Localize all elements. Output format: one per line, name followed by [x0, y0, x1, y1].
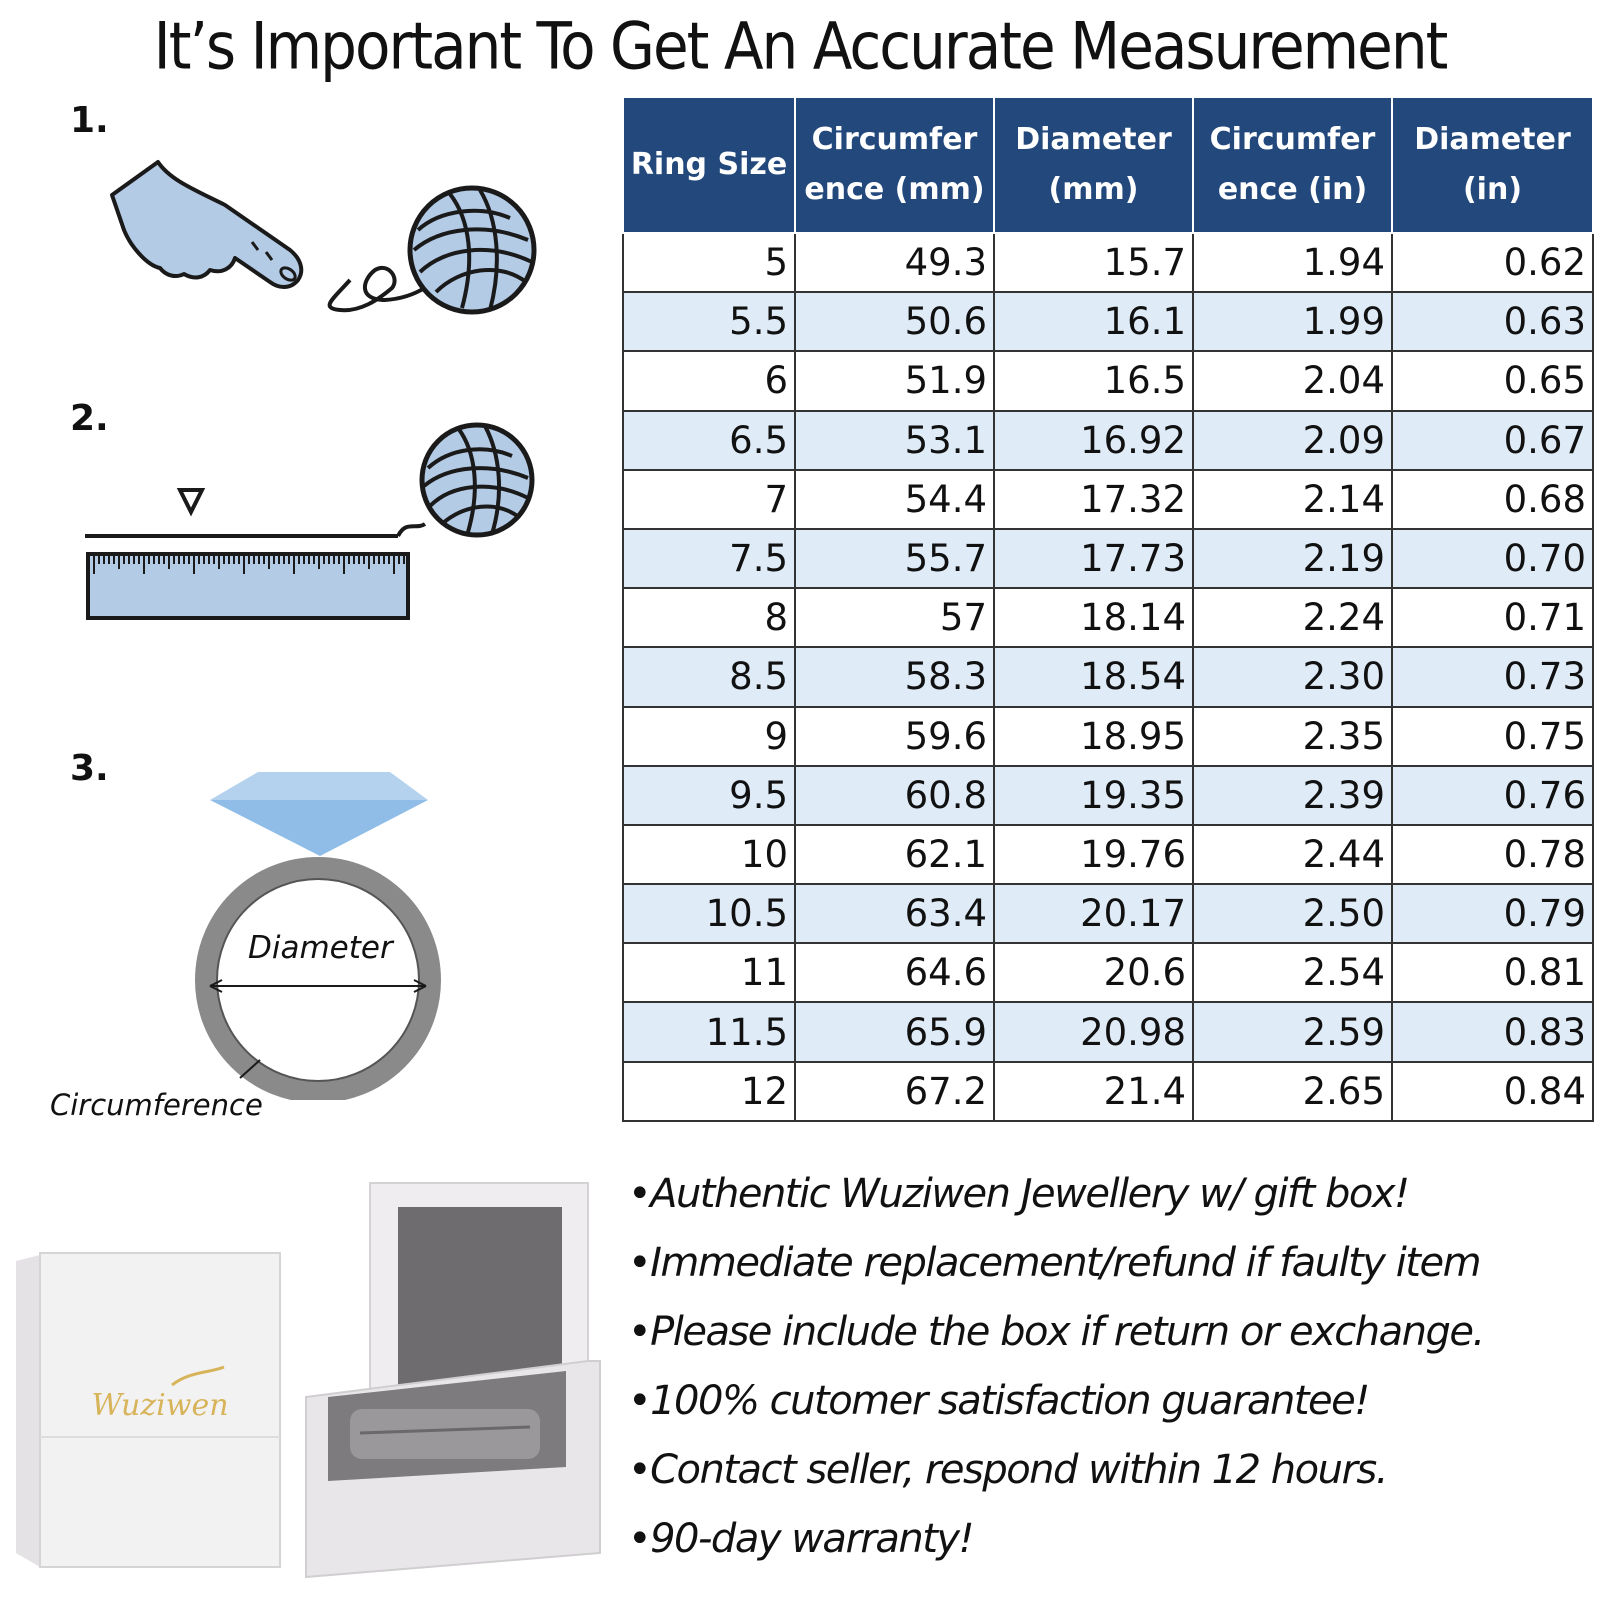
- table-row: [623, 233, 1593, 292]
- cell-diameter-mm: 20.17: [994, 884, 1193, 943]
- header-diameter-mm: Diameter (mm): [994, 97, 1193, 233]
- cell-diameter-mm: 16.92: [994, 411, 1193, 470]
- cell-ring-size: 7: [623, 470, 795, 529]
- table-header-row: [623, 97, 1593, 233]
- header-circumference-in: Circumference (in): [1193, 97, 1392, 233]
- table-row: [623, 1062, 1593, 1121]
- cell-circumference-mm: 57: [795, 588, 994, 647]
- table-row: [623, 292, 1593, 351]
- cell-diameter-mm: 16.1: [994, 292, 1193, 351]
- ring-size-table: [622, 96, 1594, 1122]
- marker-arrow-icon: [180, 490, 202, 512]
- cell-diameter-mm: 19.35: [994, 766, 1193, 825]
- cell-circumference-mm: 63.4: [795, 884, 994, 943]
- brand-logo: Wuziwen: [91, 1388, 229, 1423]
- cell-diameter-in: 0.84: [1392, 1062, 1593, 1121]
- cell-diameter-in: 0.63: [1392, 292, 1593, 351]
- cell-diameter-in: 0.62: [1392, 233, 1593, 292]
- header-circumference-mm: Circumference (mm): [795, 97, 994, 233]
- cell-diameter-mm: 20.98: [994, 1002, 1193, 1061]
- cell-circumference-mm: 62.1: [795, 825, 994, 884]
- cell-ring-size: 5: [623, 233, 795, 292]
- cell-circumference-in: 2.35: [1193, 707, 1392, 766]
- cell-ring-size: 8.5: [623, 647, 795, 706]
- cell-circumference-in: 2.59: [1193, 1002, 1392, 1061]
- cell-ring-size: 10: [623, 825, 795, 884]
- cell-circumference-mm: 60.8: [795, 766, 994, 825]
- cell-circumference-mm: 67.2: [795, 1062, 994, 1121]
- table-row: [623, 1002, 1593, 1061]
- table-row: [623, 707, 1593, 766]
- cell-circumference-mm: 65.9: [795, 1002, 994, 1061]
- feature-item: • Contact seller, respond within 12 hours.: [628, 1436, 1598, 1505]
- cell-ring-size: 9: [623, 707, 795, 766]
- cell-ring-size: 7.5: [623, 529, 795, 588]
- cell-ring-size: 11: [623, 943, 795, 1002]
- table-row: [623, 647, 1593, 706]
- cell-circumference-mm: 64.6: [795, 943, 994, 1002]
- header-ring-size: Ring Size: [623, 97, 795, 233]
- cell-diameter-mm: 17.32: [994, 470, 1193, 529]
- table-row: [623, 825, 1593, 884]
- feature-item: • 90-day warranty!: [628, 1505, 1598, 1574]
- cell-ring-size: 5.5: [623, 292, 795, 351]
- cell-circumference-mm: 54.4: [795, 470, 994, 529]
- feature-item: • Authentic Wuziwen Jewellery w/ gift box!: [628, 1160, 1598, 1229]
- cell-diameter-mm: 18.95: [994, 707, 1193, 766]
- cell-ring-size: 6: [623, 351, 795, 410]
- table-row: [623, 943, 1593, 1002]
- table-row: [623, 766, 1593, 825]
- cell-diameter-mm: 18.54: [994, 647, 1193, 706]
- step-1-number: 1.: [70, 100, 109, 141]
- cell-circumference-mm: 58.3: [795, 647, 994, 706]
- ruler-icon: [88, 554, 408, 618]
- cell-ring-size: 6.5: [623, 411, 795, 470]
- page-title: It’s Important To Get An Accurate Measurement: [153, 8, 1447, 85]
- cell-diameter-in: 0.73: [1392, 647, 1593, 706]
- gift-box-illustration: [10, 1175, 610, 1585]
- feature-item: • 100% cutomer satisfaction guarantee!: [628, 1367, 1598, 1436]
- circumference-label: Circumference: [50, 1088, 263, 1122]
- cell-diameter-in: 0.79: [1392, 884, 1593, 943]
- cell-diameter-in: 0.75: [1392, 707, 1593, 766]
- cell-circumference-mm: 50.6: [795, 292, 994, 351]
- cell-circumference-in: 2.39: [1193, 766, 1392, 825]
- ring-band: [206, 868, 430, 1092]
- table-row: [623, 529, 1593, 588]
- yarn-ball-icon: [410, 188, 534, 312]
- finger-wrap-illustration: [100, 150, 560, 330]
- feature-item: • Please include the box if return or exchange.: [628, 1298, 1598, 1367]
- table-row: [623, 411, 1593, 470]
- cell-ring-size: 11.5: [623, 1002, 795, 1061]
- table-row: [623, 470, 1593, 529]
- cell-circumference-in: 2.24: [1193, 588, 1392, 647]
- cell-circumference-mm: 49.3: [795, 233, 994, 292]
- cell-circumference-in: 2.54: [1193, 943, 1392, 1002]
- cell-diameter-mm: 15.7: [994, 233, 1193, 292]
- feature-list: [628, 1160, 1598, 1574]
- gem-icon: [210, 772, 428, 856]
- cell-diameter-in: 0.76: [1392, 766, 1593, 825]
- cell-diameter-mm: 18.14: [994, 588, 1193, 647]
- cell-circumference-in: 2.30: [1193, 647, 1392, 706]
- cell-diameter-in: 0.78: [1392, 825, 1593, 884]
- cell-diameter-mm: 19.76: [994, 825, 1193, 884]
- cell-diameter-in: 0.70: [1392, 529, 1593, 588]
- cell-circumference-mm: 59.6: [795, 707, 994, 766]
- cell-diameter-in: 0.65: [1392, 351, 1593, 410]
- ruler-measure-illustration: [80, 420, 540, 630]
- cell-circumference-mm: 55.7: [795, 529, 994, 588]
- cell-diameter-mm: 20.6: [994, 943, 1193, 1002]
- cell-diameter-in: 0.83: [1392, 1002, 1593, 1061]
- cell-circumference-in: 2.19: [1193, 529, 1392, 588]
- cell-circumference-in: 2.65: [1193, 1062, 1392, 1121]
- cell-circumference-in: 2.09: [1193, 411, 1392, 470]
- pointing-hand-icon: [112, 162, 301, 287]
- table-row: [623, 351, 1593, 410]
- feature-item: • Immediate replacement/refund if faulty item: [628, 1229, 1598, 1298]
- cell-diameter-in: 0.71: [1392, 588, 1593, 647]
- cell-ring-size: 10.5: [623, 884, 795, 943]
- yarn-ball-icon: [422, 425, 532, 535]
- cell-ring-size: 12: [623, 1062, 795, 1121]
- cell-diameter-in: 0.68: [1392, 470, 1593, 529]
- cell-diameter-in: 0.67: [1392, 411, 1593, 470]
- cell-diameter-mm: 21.4: [994, 1062, 1193, 1121]
- cell-diameter-mm: 16.5: [994, 351, 1193, 410]
- cell-circumference-in: 2.04: [1193, 351, 1392, 410]
- cell-circumference-in: 1.99: [1193, 292, 1392, 351]
- cell-circumference-in: 1.94: [1193, 233, 1392, 292]
- cell-circumference-in: 2.44: [1193, 825, 1392, 884]
- step-2-number: 2.: [70, 398, 109, 439]
- open-box: [306, 1183, 600, 1577]
- step-3-number: 3.: [70, 748, 109, 789]
- cell-diameter-in: 0.81: [1392, 943, 1593, 1002]
- table-row: [623, 588, 1593, 647]
- cell-diameter-mm: 17.73: [994, 529, 1193, 588]
- table-row: [623, 884, 1593, 943]
- cell-circumference-mm: 51.9: [795, 351, 994, 410]
- cell-circumference-mm: 53.1: [795, 411, 994, 470]
- cell-circumference-in: 2.50: [1193, 884, 1392, 943]
- cell-ring-size: 9.5: [623, 766, 795, 825]
- cell-circumference-in: 2.14: [1193, 470, 1392, 529]
- cell-ring-size: 8: [623, 588, 795, 647]
- header-diameter-in: Diameter (in): [1392, 97, 1593, 233]
- diameter-label: Diameter: [248, 930, 393, 966]
